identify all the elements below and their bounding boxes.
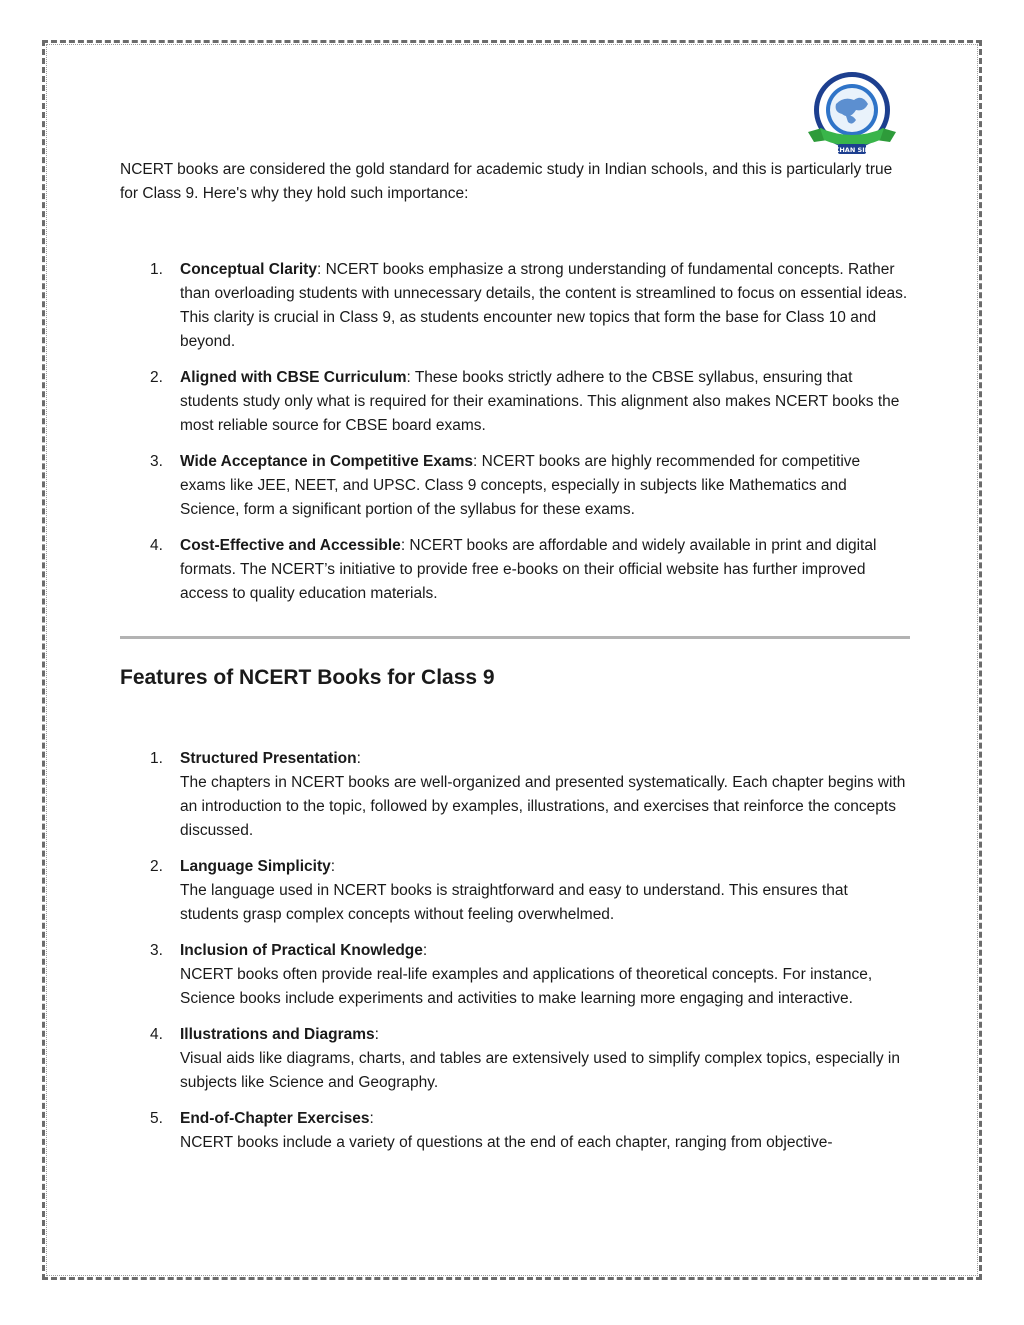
item-title: Illustrations and Diagrams	[180, 1026, 375, 1043]
item-title: End-of-Chapter Exercises	[180, 1110, 370, 1127]
features-list	[120, 747, 910, 1155]
item-title: Inclusion of Practical Knowledge	[180, 942, 423, 959]
item-title: Conceptual Clarity	[180, 261, 317, 278]
item-text: NCERT books often provide real-life examples and applications of theoretical concepts. For instance, Science books include experiments and activities to make learning more engaging and interactive.	[180, 966, 873, 1007]
list-item	[180, 366, 910, 438]
item-title: Wide Acceptance in Competitive Exams	[180, 453, 474, 470]
list-item	[180, 450, 910, 522]
item-title: Aligned with CBSE Curriculum	[180, 369, 407, 386]
item-text: The language used in NCERT books is straightforward and easy to understand. This ensures that students grasp complex concepts without feeling overwhelmed.	[180, 882, 848, 923]
item-text: NCERT books include a variety of questions at the end of each chapter, ranging from objective-	[180, 1134, 833, 1151]
section-divider	[120, 636, 910, 639]
item-text: : NCERT books are affordable and widely available in print and digital formats. The NCERT’s initiative to provide free e-books on their official website has further improved access to quality education materials.	[180, 537, 877, 602]
item-text: : These books strictly adhere to the CBSE syllabus, ensuring that students study only what is required for their examinations. This alignment also makes NCERT books the most reliable source for CBSE board exams.	[180, 369, 900, 434]
item-text: Visual aids like diagrams, charts, and tables are extensively used to simplify complex topics, especially in subjects like Science and Geography.	[180, 1050, 900, 1091]
list-item: Inclusion of Practical Knowledge: NCERT books often provide real-life examples and applications of theoretical concepts. For instance, Science books include experiments and activities to make learning more engaging and interactive.	[180, 942, 873, 1007]
document-content	[120, 158, 910, 1167]
list-item: Structured Presentation: The chapters in NCERT books are well-organized and presented systematically. Each chapter begins with an introduction to the topic, followed by examples, illustrations, and exercises that reinforce the concepts discussed.	[180, 750, 906, 839]
list-item: Illustrations and Diagrams: Visual aids like diagrams, charts, and tables are extensively used to simplify complex topics, especially in subjects like Science and Geography.	[180, 1026, 900, 1091]
item-text: The chapters in NCERT books are well-organized and presented systematically. Each chapter begins with an introduction to the topic, followed by examples, illustrations, and exercises that reinforce the concepts discussed.	[180, 774, 906, 839]
list-item: End-of-Chapter Exercises: NCERT books include a variety of questions at the end of each chapter, ranging from objective-	[180, 1110, 833, 1151]
item-text: : NCERT books emphasize a strong understanding of fundamental concepts. Rather than overloading students with unnecessary details, the content is streamlined to focus on essential ideas. This clarity is crucial in Class 9, as students encounter new topics that form the base for Class 10 and beyond.	[180, 261, 908, 350]
list-item: Language Simplicity: The language used in NCERT books is straightforward and easy to understand. This ensures that students grasp complex concepts without feeling overwhelmed.	[180, 858, 848, 923]
list-item	[180, 258, 910, 354]
item-title: Language Simplicity	[180, 858, 331, 875]
list-item	[180, 534, 910, 606]
khan-global-studies-logo	[804, 70, 900, 160]
importance-list	[120, 258, 910, 606]
item-title: Cost-Effective and Accessible	[180, 537, 401, 554]
logo-bottom-text: KHAN SIR	[834, 146, 870, 154]
item-title: Structured Presentation	[180, 750, 357, 767]
section-heading: Features of NCERT Books for Class 9	[120, 666, 495, 689]
item-text: : NCERT books are highly recommended for competitive exams like JEE, NEET, and UPSC. Class 9 concepts, especially in subjects like Mathematics and Science, form a significant portion of the syllabus for these exams.	[180, 453, 861, 518]
intro-paragraph: NCERT books are considered the gold standard for academic study in Indian schools, and this is particularly true for Class 9. Here's why they hold such importance:	[120, 161, 893, 202]
